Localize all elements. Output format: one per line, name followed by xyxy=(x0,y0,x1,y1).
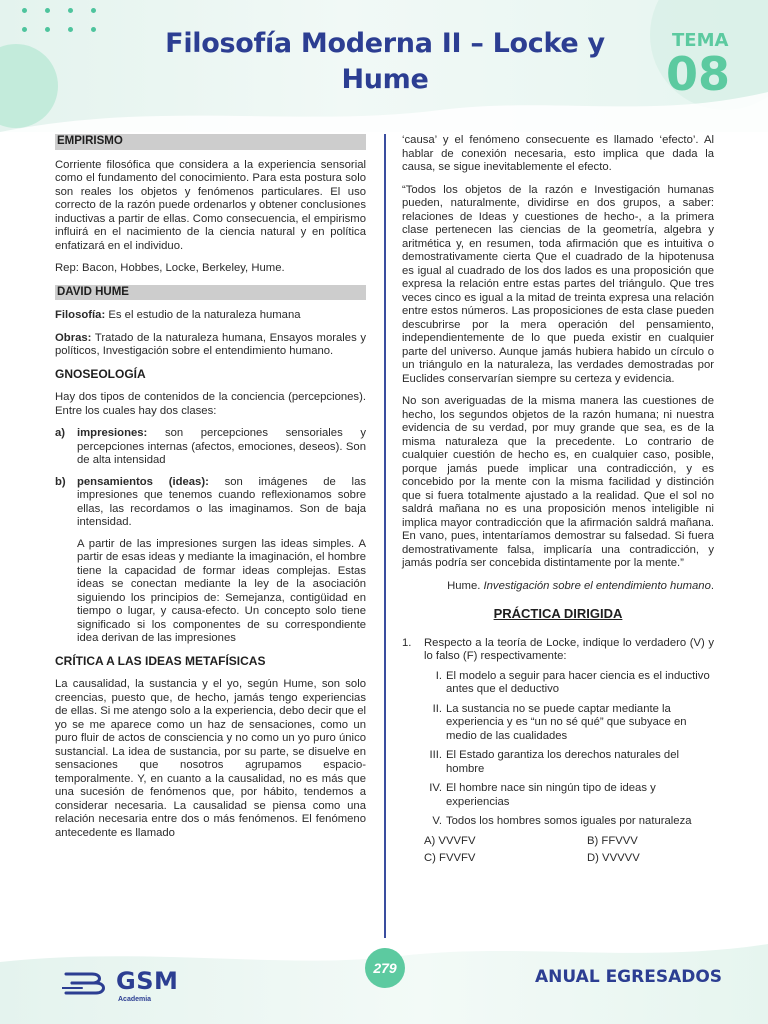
pensamientos-definition: son imágenes de las impresiones que tenemos cuando reflexionamos sobre ellas, las recordamos o las imaginamos. Son de baja intensidad. xyxy=(77,475,366,528)
header-dot-grid xyxy=(22,8,102,48)
list-marker-a: a) xyxy=(55,427,66,439)
impresiones-term: impresiones: xyxy=(77,427,148,439)
statement-text: El hombre nace sin ningún tipo de ideas y experiencias xyxy=(446,782,656,808)
list-marker-b: b) xyxy=(55,475,66,488)
right-column xyxy=(402,134,714,866)
filosofia-line xyxy=(55,309,366,323)
section-heading-critica: CRÍTICA A LAS IDEAS METAFÍSICAS xyxy=(55,653,266,668)
list-item-impresiones xyxy=(55,427,366,468)
obras-text: Tratado de la naturaleza humana, Ensayos morales y políticos, Investigación sobre el entendimiento humano. xyxy=(55,331,366,357)
statement-4 xyxy=(424,782,714,809)
page-footer xyxy=(0,938,768,1024)
practice-heading: PRÁCTICA DIRIGIDA xyxy=(493,606,623,621)
statement-text: El Estado garantiza los derechos naturales del hombre xyxy=(446,749,679,775)
ideas-paragraph: A partir de las impresiones surgen las ideas simples. A partir de esas ideas y mediante la imaginación, el hombre tiene la capacidad de formar ideas complejas. Estas ideas se conectan mediante la ley de la asociación siguiendo los principios de: Semejanza, contigüidad en tiempo o lugar, y causa-efecto. Un concepto solo tiene significado si los componentes de su correspondiente idea derivan de las impresiones xyxy=(77,537,366,644)
quote-author: Hume. xyxy=(447,579,484,592)
impresiones-text xyxy=(77,427,366,468)
question-statements xyxy=(402,670,714,829)
tema-label: TEMA xyxy=(672,30,729,51)
quote-paragraph-1: “Todos los objetos de la razón e Investigación humanas pueden, naturalmente, dividirse en dos grupos, a saber: relaciones de Ideas y cuestiones de hecho-, a la primera clase pertenecen las ciencias de la geometría, algebra y aritmética y, en resumen, toda afirmación que es intuitiva o demostrativamente cierta Que el cuadrado de la hipotenusa es igual al cuadrado de los dos lados es una proposición que expresa la relación entre estas partes del triángulo. Que tres veces cinco es igual a la mitad de treinta expresa una relación entre estos números. Las proposiciones de esta clase pueden descubrirse por la mera operación del pensamiento, independientemente de lo que pueda existir en cualquier parte del universo. Aunque jamás hubiera habido un círculo o un triángulo en la naturaleza, las verdades demostradas por Euclides conservarían siempre su certeza y evidencia. xyxy=(402,183,714,385)
statement-text: Todos los hombres somos iguales por naturaleza xyxy=(446,815,692,827)
statement-numeral: V. xyxy=(432,815,442,827)
quote-end: . xyxy=(710,579,714,592)
logo-mark-icon xyxy=(62,969,110,999)
question-number: 1. xyxy=(402,636,412,649)
pensamientos-term: pensamientos (ideas): xyxy=(77,475,209,488)
page-number: 279 xyxy=(365,948,405,988)
statement-2 xyxy=(424,703,714,744)
course-label: ANUAL EGRESADOS xyxy=(535,967,723,987)
filosofia-label: Filosofía: xyxy=(55,309,106,321)
pensamientos-text xyxy=(77,476,366,530)
obras-label: Obras: xyxy=(55,331,92,344)
statement-3 xyxy=(424,749,714,776)
statement-1 xyxy=(424,670,714,697)
section-heading-david-hume: DAVID HUME xyxy=(55,285,366,301)
empirismo-paragraph: Corriente filosófica que considera a la experiencia sensorial como el fundamento del conocimiento. Para esta postura solo son reales los objetos y fenómenos particulares. El uso correcto de la razón puede ordenarlos y obtener conclusiones inductivas a partir de ellas. Como consecuencia, el empirismo influirá en el nacimiento de la ciencia natural y en política enfatizará en el individuo. xyxy=(55,158,366,252)
obras-line xyxy=(55,332,366,359)
statement-numeral: I. xyxy=(435,669,442,682)
page-header xyxy=(0,0,768,132)
statement-numeral: IV. xyxy=(429,782,442,794)
quote-paragraph-2: No son averiguadas de la misma manera las cuestiones de hecho, los segundos objetos de la razón humana; ni nuestra evidencia de su verdad, por muy grande que sea, es de la misma naturaleza que la precedente. Lo contrario de cualquier cuestión de hecho es, en cualquier caso, posible, porque jamás puede implicar una contradicción, y es concebido por la mente con la misma facilidad y distinción que si fuera totalmente ajustado a la realidad. Que el sol no saldrá mañana no es una proposición menos inteligible ni implica mayor contradicción que la afirmación saldrá mañana. En vano, pues, intentaríamos demostrar su falsedad. Si fuera demostrativamente falsa, implicaría una contradicción, y jamás podría ser concebida distintamente por la mente.” xyxy=(402,395,714,569)
statement-numeral: III. xyxy=(429,749,442,761)
statement-text: El modelo a seguir para hacer ciencia es el inductivo antes que el deductivo xyxy=(446,669,710,695)
answer-options xyxy=(402,835,714,866)
critica-paragraph: La causalidad, la sustancia y el yo, según Hume, son solo creencias, puesto que, de hecho, jamás tengo experiencias de ellas. Si me atengo solo a la experiencia, debo decir que el yo se me aparece como un haz de sensaciones, como un puro fluir de actos de consciencia y no como un yo puro único sustancial. La idea de sustancia, por su parte, se disuelve en sensaciones que nosotros agrupamos espacio-temporalmente. Y, en cuanto a la causalidad, no es más que una sucesión de fenómenos que, por hábito, tendemos a considerar necesaria. La causalidad se piensa como una relación necesaria entre dos o más fenómenos. El fenómeno antecedente es llamado xyxy=(55,678,366,839)
quote-source xyxy=(402,580,714,594)
statement-5 xyxy=(424,815,714,829)
representatives-line: Rep: Bacon, Hobbes, Locke, Berkeley, Hume. xyxy=(55,262,285,274)
list-item-pensamientos xyxy=(55,476,366,530)
section-heading-empirismo: EMPIRISMO xyxy=(55,134,366,150)
left-column xyxy=(55,134,366,849)
quote-work-title: Investigación sobre el entendimiento humano xyxy=(483,579,711,592)
page-title: Filosofía Moderna II – Locke y Hume xyxy=(165,28,605,95)
gnoseologia-paragraph: Hay dos tipos de contenidos de la conciencia (percepciones). Entre los cuales hay dos clases: xyxy=(55,391,366,417)
filosofia-text: Es el estudio de la naturaleza humana xyxy=(105,309,301,321)
statement-text: La sustancia no se puede captar mediante la experiencia y es “un no sé qué” que subyace en medio de las cualidades xyxy=(446,702,687,742)
logo-text: GSM xyxy=(116,967,179,995)
option-b: B) FFVVV xyxy=(587,834,638,847)
impresiones-definition: son percepciones sensoriales y percepciones internas (afectos, emociones, deseos). Son de alta intensidad xyxy=(77,427,366,466)
section-heading-gnoseologia: GNOSEOLOGÍA xyxy=(55,366,146,381)
option-d: D) VVVVV xyxy=(587,852,640,864)
option-c: C) FVVFV xyxy=(424,852,476,864)
statement-numeral: II. xyxy=(432,702,442,715)
logo-subtitle: Academia xyxy=(118,996,152,1003)
tema-number: 08 xyxy=(666,47,731,101)
question-1 xyxy=(402,637,714,664)
continued-paragraph: ‘causa’ y el fenómeno consecuente es llamado ‘efecto’. Al hablar de conexión necesaria, esto implica que dada la causa, se sigue inevitablemente el efecto. xyxy=(402,134,714,173)
option-a: A) VVVFV xyxy=(424,834,476,847)
question-text: Respecto a la teoría de Locke, indique lo verdadero (V) y lo falso (F) respectivamente: xyxy=(424,636,714,662)
column-divider xyxy=(384,134,386,938)
